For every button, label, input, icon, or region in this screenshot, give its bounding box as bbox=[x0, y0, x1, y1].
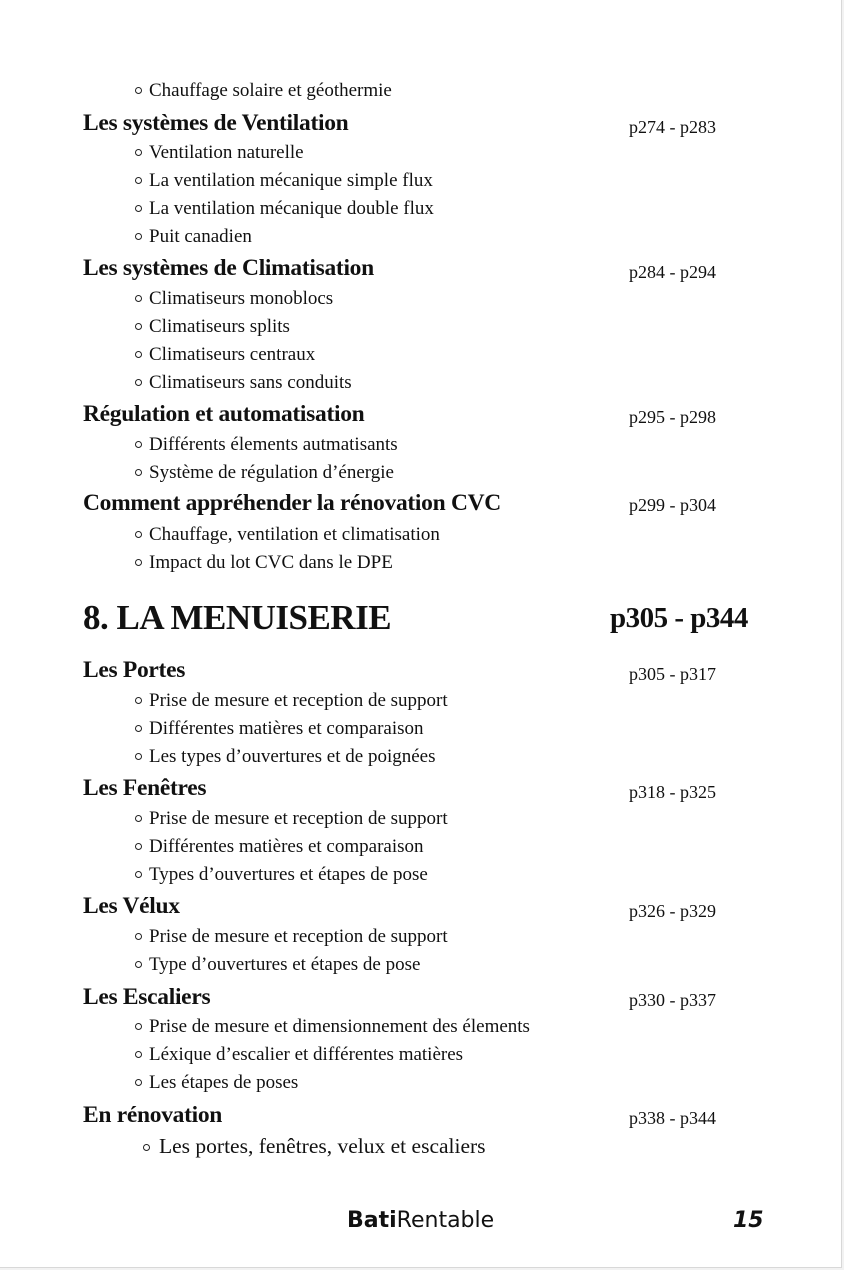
section-title: Comment appréhender la rénovation CVC bbox=[83, 490, 501, 516]
section-pages: p295 - p298 bbox=[629, 407, 716, 427]
bullet-icon bbox=[135, 469, 142, 476]
list-item: Chauffage solaire et géothermie bbox=[135, 80, 392, 102]
section-title: Les systèmes de Ventilation bbox=[83, 110, 349, 136]
section-pages: p284 - p294 bbox=[629, 262, 716, 282]
section-title: Les Portes bbox=[83, 657, 186, 683]
list-item: Impact du lot CVC dans le DPE bbox=[135, 552, 393, 574]
section-pages: p274 - p283 bbox=[629, 117, 716, 137]
list-item: Système de régulation d’énergie bbox=[135, 462, 394, 484]
bullet-icon bbox=[135, 1079, 142, 1086]
bullet-icon bbox=[135, 843, 142, 850]
bullet-icon bbox=[135, 961, 142, 968]
bullet-icon bbox=[135, 441, 142, 448]
page-number: 15 bbox=[733, 1208, 764, 1233]
bullet-icon bbox=[135, 323, 142, 330]
list-item: Climatiseurs monoblocs bbox=[135, 288, 333, 310]
section-pages: p305 - p317 bbox=[629, 664, 716, 684]
section-pages: p338 - p344 bbox=[629, 1108, 716, 1128]
bullet-icon bbox=[135, 753, 142, 760]
list-item: Climatiseurs sans conduits bbox=[135, 372, 352, 394]
bullet-icon bbox=[135, 87, 142, 94]
section-title: Les Escaliers bbox=[83, 984, 211, 1010]
section-pages: p318 - p325 bbox=[629, 782, 716, 802]
chapter-title: 8. LA MENUISERIE bbox=[83, 598, 392, 637]
bullet-icon bbox=[143, 1144, 150, 1151]
bullet-icon bbox=[135, 1051, 142, 1058]
bullet-icon bbox=[135, 725, 142, 732]
list-item: Prise de mesure et reception de support bbox=[135, 808, 448, 830]
list-item: Type d’ouvertures et étapes de pose bbox=[135, 954, 420, 976]
list-item: Types d’ouvertures et étapes de pose bbox=[135, 864, 428, 886]
bullet-icon bbox=[135, 351, 142, 358]
list-item: Ventilation naturelle bbox=[135, 142, 304, 164]
bullet-icon bbox=[135, 233, 142, 240]
list-item: Les étapes de poses bbox=[135, 1072, 298, 1094]
bullet-icon bbox=[135, 531, 142, 538]
list-item: Différentes matières et comparaison bbox=[135, 718, 424, 740]
bullet-icon bbox=[135, 149, 142, 156]
list-item: Différents élements autmatisants bbox=[135, 434, 398, 456]
section-pages: p326 - p329 bbox=[629, 901, 716, 921]
section-title: Régulation et automatisation bbox=[83, 401, 365, 427]
list-item: La ventilation mécanique simple flux bbox=[135, 170, 433, 192]
bullet-icon bbox=[135, 815, 142, 822]
bullet-icon bbox=[135, 1023, 142, 1030]
section-title: En rénovation bbox=[83, 1102, 223, 1128]
chapter-pages: p305 - p344 bbox=[610, 602, 748, 634]
section-title: Les Vélux bbox=[83, 893, 180, 919]
list-item: Différentes matières et comparaison bbox=[135, 836, 424, 858]
section-pages: p330 - p337 bbox=[629, 990, 716, 1010]
list-item: La ventilation mécanique double flux bbox=[135, 198, 434, 220]
list-item: Les portes, fenêtres, velux et escaliers bbox=[143, 1134, 486, 1159]
list-item: Prise de mesure et reception de support bbox=[135, 926, 448, 948]
footer-brand-logo: BatiRentable bbox=[347, 1208, 495, 1233]
section-pages: p299 - p304 bbox=[629, 495, 716, 515]
section-title: Les systèmes de Climatisation bbox=[83, 255, 374, 281]
section-title: Les Fenêtres bbox=[83, 775, 207, 801]
list-item: Puit canadien bbox=[135, 226, 252, 248]
bullet-icon bbox=[135, 177, 142, 184]
list-item: Léxique d’escalier et différentes matières bbox=[135, 1044, 463, 1066]
bullet-icon bbox=[135, 871, 142, 878]
list-item: Prise de mesure et dimensionnement des élements bbox=[135, 1016, 530, 1038]
bullet-icon bbox=[135, 933, 142, 940]
bullet-icon bbox=[135, 295, 142, 302]
bullet-icon bbox=[135, 205, 142, 212]
list-item: Climatiseurs splits bbox=[135, 316, 290, 338]
bullet-icon bbox=[135, 697, 142, 704]
list-item: Prise de mesure et reception de support bbox=[135, 690, 448, 712]
list-item: Chauffage, ventilation et climatisation bbox=[135, 524, 440, 546]
bullet-icon bbox=[135, 559, 142, 566]
list-item: Les types d’ouvertures et de poignées bbox=[135, 746, 436, 768]
bullet-icon bbox=[135, 379, 142, 386]
list-item: Climatiseurs centraux bbox=[135, 344, 315, 366]
